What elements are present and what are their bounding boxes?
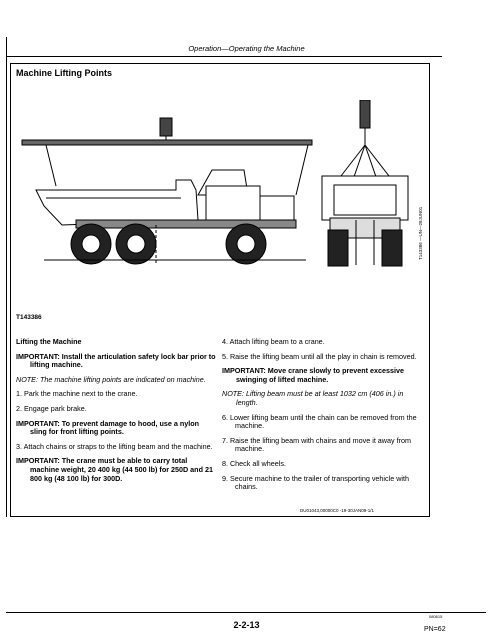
footer-rule — [6, 612, 486, 613]
lifting-points-illustration — [16, 100, 428, 320]
step-item: 5. Raise the lifting beam until all the play in chain is removed. — [222, 351, 417, 361]
step-item: 2. Engage park brake. — [16, 403, 87, 413]
note: NOTE: The machine lifting points are indicated on machine. — [16, 374, 206, 384]
step-item: 8. Check all wheels. — [222, 458, 286, 468]
important-notice: IMPORTANT: The crane must be able to carry total machine weight, 20 400 kg (44 500 lb) for 250D and 21 800 kg (48 100 lb) for 300D. — [16, 456, 213, 483]
right-column — [222, 338, 422, 498]
note: NOTE: Lifting beam must be at least 1032 cm (406 in.) in length. — [222, 389, 404, 407]
section-title: Machine Lifting Points — [16, 68, 112, 78]
left-column — [16, 338, 216, 489]
running-header: Operation—Operating the Machine — [188, 44, 305, 53]
figure-side-reference: T143386 —UN—28JUN01 — [418, 206, 423, 260]
side-view-truck — [22, 118, 312, 264]
front-view-truck — [322, 100, 408, 266]
step-item: 4. Attach lifting beam to a crane. — [222, 337, 325, 346]
step-item: 3. Attach chains or straps to the lifting beam and the machine. — [16, 441, 213, 451]
page-number: 2-2-13 — [233, 620, 260, 630]
subsection-heading: Lifting the Machine — [16, 337, 82, 346]
step-item: 1. Park the machine next to the crane. — [16, 389, 138, 399]
header-rule — [6, 56, 442, 57]
footer-small-code: 080615 — [429, 614, 443, 619]
step-item: 6. Lower lifting beam until the chain can be removed from the machine. — [222, 412, 417, 431]
step-item: 9. Secure machine to the trailer of transporting vehicle with chains. — [222, 473, 409, 492]
figure-id: T143386 — [16, 314, 42, 321]
important-notice: IMPORTANT: Install the articulation safety lock bar prior to lifting machine. — [16, 351, 216, 370]
step-item: 7. Raise the lifting beam with chains and move it away from machine. — [222, 435, 411, 454]
pn-label: PN=62 — [424, 626, 446, 633]
document-reference: DU01043,00000C0 -19-30JAN09-1/1 — [300, 508, 375, 513]
left-margin-rule — [6, 37, 7, 517]
important-notice: IMPORTANT: To prevent damage to hood, use a nylon sling for front lifting points. — [16, 418, 200, 437]
important-notice: IMPORTANT: Move crane slowly to prevent excessive swinging of lifted machine. — [222, 366, 405, 384]
